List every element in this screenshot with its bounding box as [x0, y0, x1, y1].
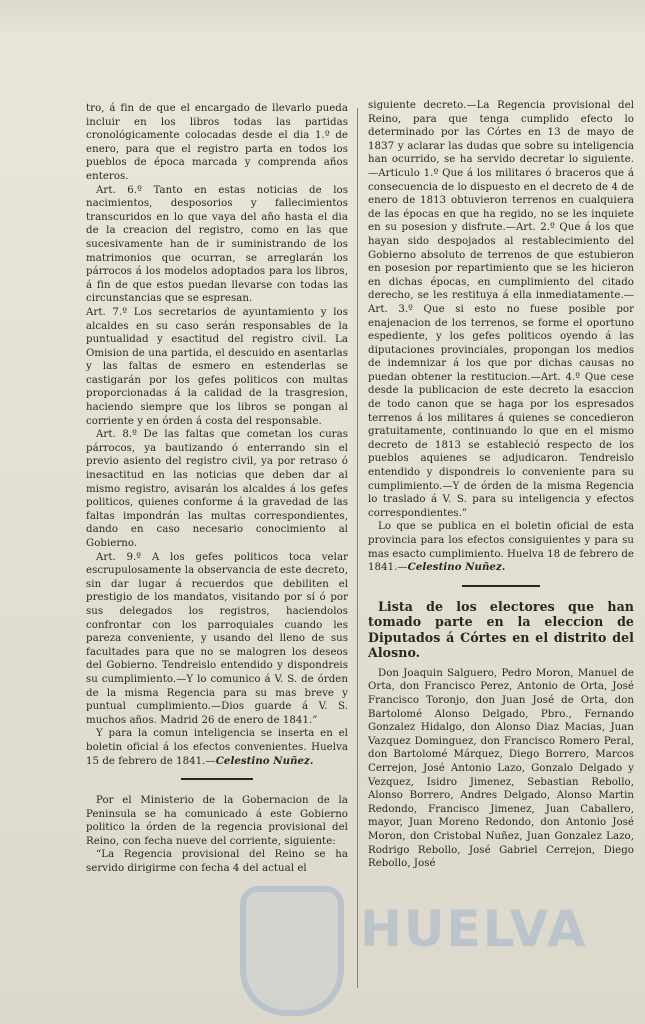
section-divider-rule-2 [462, 585, 540, 587]
left-paragraph-article-6: Art. 6.º Tanto en estas noticias de los nacimientos, desposorios y fallecimientos transcuridos en lo que vaya del año hasta el dia de la creacion del registro, como en las que sucesivamente han de ir suministrando de los matrimonios que ocurran, se arreglarán los párrocos á los modelos adoptados para los libros, á fin de que estos puedan llevarse con todas las circunstancias que se espresan. [86, 184, 348, 305]
section-divider-rule [181, 778, 253, 780]
ministry-communication-quote: “La Regencia provisional del Reino se ha servido dirigirme con fecha 4 del actual el [86, 849, 348, 875]
left-paragraph-publication-note [86, 727, 348, 768]
page-edge-shadow [0, 0, 645, 40]
left-paragraph-article-8: Art. 8.º De las faltas que cometan los curas párrocos, ya bautizando ó enterrando sin el previo asiento del registro civil, ya por retraso ó inesactitud en las noticias que deben dar al mismo registro, avisarán los alcaldes á los gefes politicos, quienes conforme á la gravedad de las faltas impondrán las multas correspondientes, dando en caso necesario conocimiento al Gobierno. [86, 429, 348, 549]
right-publication-note-text: Lo que se publica en el boletin oficial de esta provincia para los efectos consiguientes y para su mas esacto cumplimiento. Huelva 18 de febrero de 1841.— [368, 521, 634, 574]
left-paragraph-1: tro, á fin de que el encargado de llevarlo pueda incluir en los libros todas las partidas cronológicamente colocadas desde el dia 1.º de enero, para que el registro parta en todos los pueblos de época marcada y comprenda años enteros. [86, 103, 348, 182]
left-paragraph-article-9: Art. 9.º A los gefes politicos toca velar escrupulosamente la observancia de este decreto, sin dar lugar á recuerdos que debiliten el prestigio de los mandatos, visitando por sí ó por sus delegados los registros, haciendolos confrontar con los parroquiales cuando les pareza conveniente, y usando del lleno de sus facultades para que no se malogren los deseos del Gobierno. Tendreislo entendido y dispondreis su cumplimiento.—Y lo comunico á V. S. de órden de la misma Regencia para su mas breve y puntual cumplimiento.—Dios guarde á V. S. muchos años. Madrid 26 de enero de 1841.” [86, 551, 348, 726]
left-column [86, 102, 348, 876]
shield-watermark-icon [240, 886, 344, 1016]
right-column [368, 99, 634, 871]
left-paragraph-article-7: Art. 7.º Los secretarios de ayuntamiento y los alcaldes en su caso serán responsables de la puntualidad y esactitud del registro civil. La Omision de una partida, el descuido en asentarlas y las faltas de esmero en estenderlas se castigarán por los gefes politicos con multas proporcionadas á la calidad de la trasgresion, haciendo siempre que los libros se pongan al corriente y en órden á costa del responsable. [86, 306, 348, 427]
electors-list: Don Joaquin Salguero, Pedro Moron, Manuel de Orta, don Francisco Perez, Antonio de Orta, José Francisco Toronjo, don Juan José de Orta, don Bartolomé Alonso Delgado, Pbro., Fernando Gonzalez Hidalgo, don Alonso Diaz Macias, Juan Vazquez Dominguez, don Francisco Romero Peral, don Bartolomé Márquez, Diego Borrero, Marcos Cerrejon, José Antonio Lazo, Gonzalo Delgado y Vezquez, Isidro Jimenez, Sebastian Rebollo, Alonso Borrero, Andres Delgado, Alonso Martin Redondo, Francisco Jimenez, Juan Caballero, mayor, Juan Moreno Redondo, don Antonio José Moron, don Cristobal Nuñez, Juan Gonzalez Lazo, Rodrigo Rebollo, José Gabriel Cerrejon, Diego Rebollo, José [368, 667, 634, 870]
left-signature: Celestino Nuñez. [215, 754, 314, 767]
right-signature: Celestino Nuñez. [407, 561, 506, 574]
right-publication-note [368, 520, 634, 574]
electors-list-heading: Lista de los electores que han tomado parte en la eleccion de Diputados á Córtes en el distrito del Alosno. [368, 598, 634, 661]
watermark-text: HUELVA [360, 900, 588, 958]
column-divider [357, 108, 358, 988]
publication-note-text: Y para la comun inteligencia se inserta en el boletin oficial á los efectos convenientes. Huelva 15 de febrero de 1841.— [86, 728, 348, 767]
right-decree-paragraph: siguiente decreto.—La Regencia provisional del Reino, para que tenga cumplido efecto lo determinado por las Córtes en 13 de mayo de 1837 y aclarar las dudas que sobre su inteligencia han ocurrido, se ha servido decretar lo siguiente.—Articulo 1.º Que á los militares ó braceros que á consecuencia de lo dispuesto en el decreto de 4 de enero de 1813 obtuvieron terrenos en cualquiera de las épocas en que ha regido, no se les inquiete en su posesion y disfrute.—Art. 2.º Que á los que hayan sido despojados al restablecimiento del Gobierno absoluto de terrenos de que estubieron en posesion por repartimiento que se les hicieron en dichas épocas, en cumplimiento del citado derecho, se les restituya á ella inmediatamente.—Art. 3.º Que si esto no fuese posible por enajenacion de los terrenos, se forme el oportuno espediente, y los gefes politicos oyendo á las diputaciones provinciales, propongan los medios de indemnizar á los que por dichas causas no puedan obtener la restitucion.—Art. 4.º Que cese desde la publicacion de este decreto la esaccion de todo canon que se haga por los espresados terrenos á los militares á quienes se concedieron gratuitamente, continuando lo que en el mismo decreto de 1813 se estableció respecto de los pueblos aquienes se adjudicaron. Tendreislo entendido y dispondreis lo conveniente para su cumplimiento.—Y de órden de la misma Regencia lo traslado á V. S. para su inteligencia y efectos correspondientes.” [368, 100, 634, 519]
ministry-communication-intro: Por el Ministerio de la Gobernacion de la Peninsula se ha comunicado á este Gobierno politico la órden de la regencia provisional del Reino, con fecha nueve del corriente, siguiente: [86, 795, 348, 847]
archive-watermark [240, 880, 645, 1020]
